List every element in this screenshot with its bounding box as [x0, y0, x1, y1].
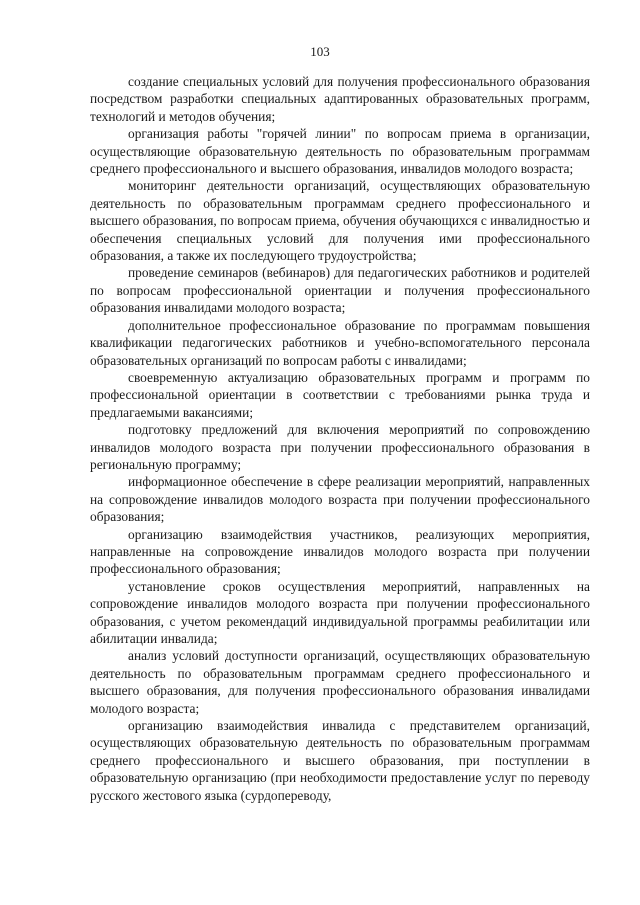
paragraph-5: дополнительное профессиональное образование по программам повышения квалификации педагогических работников и учебно-вспомогательного персонала образовательных организаций по вопросам работы с инвалидами;: [90, 317, 590, 368]
paragraph-1: создание специальных условий для получения профессионального образования посредством разработки специальных адаптированных образовательных программ, технологий и методов обучения;: [90, 74, 590, 124]
page-number: 103: [310, 44, 330, 59]
paragraph-12: организацию взаимодействия инвалида с представителем организаций, осуществляющих образовательную деятельность по образовательным программам среднего профессионального и высшего образования, при поступлении в образовательную организацию (при необходимости предоставление услуг по переводу русского жестового языка (сурдопереводу,: [90, 718, 590, 803]
paragraph-3: мониторинг деятельности организаций, осуществляющих образовательную деятельность по образовательным программам среднего профессионального и высшего образования, по вопросам приема, обучения обучающихся с инвалидностью и обеспечения специальных условий для получения ими профессионального образования, а также их последующего трудоустройства;: [90, 178, 590, 264]
document-body: [90, 73, 590, 804]
paragraph-10: установление сроков осуществления мероприятий, направленных на сопровождение инвалидов молодого возраста при получении профессионального образования, с учетом рекомендаций индивидуальной программы реабилитации или абилитации инвалида;: [90, 578, 590, 646]
paragraph-11: анализ условий доступности организаций, осуществляющих образовательную деятельность по образовательным программам среднего профессионального и высшего образования, для получения профессионального образования инвалидами молодого возраста;: [90, 648, 590, 716]
paragraph-7: подготовку предложений для включения мероприятий по сопровождению инвалидов молодого возраста при получении профессионального образования в региональную программу;: [90, 422, 590, 472]
paragraph-4: проведение семинаров (вебинаров) для педагогических работников и родителей по вопросам профессиональной ориентации и получения профессионального образования инвалидами молодого возраста;: [90, 265, 590, 316]
paragraph-9: организацию взаимодействия участников, реализующих мероприятия, направленные на сопровождение инвалидов молодого возраста при получении профессионального образования;: [90, 526, 590, 577]
paragraph-8: информационное обеспечение в сфере реализации мероприятий, направленных на сопровождение инвалидов молодого возраста при получении профессионального образования;: [90, 474, 590, 525]
paragraph-2: организация работы "горячей линии" по вопросам приема в организации, осуществляющие образовательную деятельность по образовательным программам среднего профессионального и высшего образования, инвалидов молодого возраста;: [90, 126, 590, 177]
paragraph-6: своевременную актуализацию образовательных программ и программ по профессиональной ориентации в соответствии с требованиями рынка труда и предлагаемыми вакансиями;: [90, 369, 590, 420]
